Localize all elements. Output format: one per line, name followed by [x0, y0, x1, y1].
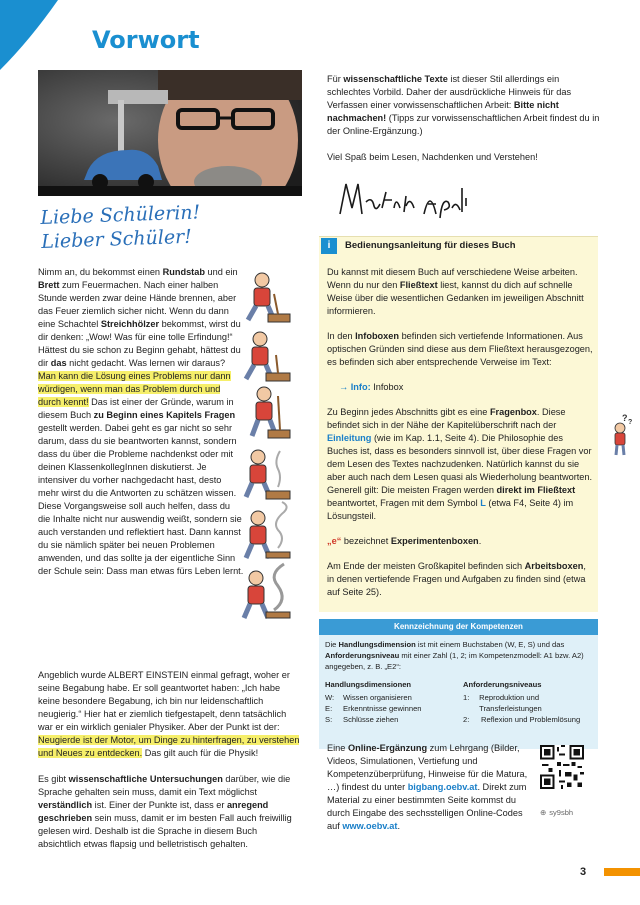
- page-number: 3: [580, 866, 587, 878]
- manual-body: [327, 266, 593, 611]
- info-icon: i: [321, 238, 337, 254]
- cartoon-frustrated-illustration: [238, 325, 294, 385]
- bigbang-link[interactable]: bigbang.oebv.at: [407, 782, 478, 792]
- list-item: W: Wissen organisieren: [325, 693, 412, 702]
- globe-icon: ⊕: [540, 808, 547, 817]
- intro-paragraph: Nimm an, du bekommst einen Rundstab und ein Brett zum Feuermachen. Nach einer halben Stunde werden zwar deine Hände brennen, aber das Feuer ziemlich sicher nicht. Wenn du dann eine Schachtel Streichhölzer bekommst, wirst du dir denken: „Wow! Was für eine tolle Erfindung!“ Hättest du sie schon zu Beginn gehabt, hättest du dir das nicht gedacht. Was lernen wir daraus? Man kann die Lösung eines Problems nur dann würdigen, wenn man das Problem durch und durch kennt! Das ist einer der Gründe, warum in diesem Buch zu Beginn eines Kapitels Fragen gestellt werden. Dabei geht es gar nicht so sehr darum, dass du sie beantworten kannst, sondern dass du über die Probleme nachdenkst oder mit deinen KlassenkollegInnen diskutierst. Je intensiver du vorher nachgedacht hast, desto mehr wirst du die Antworten zu schätzen wissen. Diese Vorgangsweise soll auch helfen, dass du die Inhalte nicht nur auswendig weißt, sondern sie auch verstanden und reflektiert hast. Dann kannst du sie nämlich später bei neuen Problemen anwenden, und das sollte ja der eigentliche Sinn der Schule sein: Dass man etwas fürs Leben lernt.: [38, 267, 244, 576]
- oebv-link[interactable]: www.oebv.at: [342, 821, 398, 831]
- competence-heading: Kennzeichnung der Kompetenzen: [319, 619, 598, 635]
- cartoon-fire-illustration: [238, 560, 294, 620]
- science-paragraph: Für wissenschaftliche Texte ist dieser Stil allerdings ein schlechtes Vorbild. Daher der ausdrückliche Hinweis für das Verfassen einer vorwissenschaftlichen Arbeit: Bitte nicht nachmachen! (Tipps zur vorwissenschaftlichen Arbeit findest du in der Online-Ergänzung.): [327, 74, 600, 136]
- qr-code[interactable]: [540, 745, 584, 789]
- einstein-paragraph: Angeblich wurde ALBERT EINSTEIN einmal gefragt, woher er seine Begabung habe. Er soll geantwortet haben: „Ich habe keine besondere Begabung, ich bin nur leidenschaftlich neugierig.“ Hier hat er ziemlich tiefgestapelt, denn tatsächlich war er ein wirklich genialer Physiker. Aber der Punkt ist der: Neugierde ist der Motor, um Dinge zu hinterfragen, zu verstehen und Neues zu entdecken. Das gilt auch für die Physik!: [38, 670, 300, 758]
- language-paragraph: Es gibt wissenschaftliche Untersuchungen darüber, wie die Sprache gehalten sein muss, damit ein Text möglichst verständlich ist. Einer der Punkte ist, dass er anregend geschrieben sein muss, damit er im besten Fall auch freiwillig gelesen wird. Deshalb ist die Sprache in diesem Buch absichtlich etwas flapsig und belletristisch gehalten.: [38, 774, 292, 849]
- manual-heading: Bedienungsanleitung für dieses Buch: [345, 240, 516, 251]
- competence-levels: Anforderungsniveaus 1: Reproduktion und Transferleistungen 2: Reflexion und Problemlösung: [463, 679, 591, 725]
- manual-header: [319, 236, 598, 254]
- greeting-line-2: Lieber Schüler!: [40, 225, 193, 253]
- manual-box: [319, 236, 598, 612]
- info-reference: → Info: Infobox: [339, 382, 404, 392]
- closing-paragraph: Viel Spaß beim Lesen, Nachdenken und Verstehen!: [327, 152, 538, 162]
- closing-text: [327, 73, 603, 177]
- greeting-line-1: Liebe Schülerin!: [40, 201, 201, 229]
- competence-box: [319, 619, 598, 749]
- page-marker: [604, 868, 640, 876]
- highlight-text: Man kann die Lösung eines Problems nur dann würdigen, wenn man das Problem durch und durch kennt!: [38, 371, 231, 407]
- page-title: Vorwort: [92, 26, 200, 54]
- competence-intro: Die Handlungsdimension ist mit einem Buchstaben (W, E, S) und das Anforderungsniveau mit einer Zahl (1, 2; im Kompetenzmodell: A1 bzw. A2) angegeben, z. B. „E2“:: [325, 640, 584, 671]
- svg-text:?: ?: [622, 413, 628, 423]
- cartoon-big-smoke-illustration: [238, 500, 294, 560]
- author-photo: [38, 70, 302, 196]
- manual-paragraph: „e“ bezeichnet Experimentenboxen.: [327, 536, 482, 546]
- highlight-text: Neugierde ist der Motor, um Dinge zu hinterfragen, zu verstehen und Neues zu entdecken.: [38, 735, 300, 758]
- list-item: E: Erkenntnisse gewinnen: [325, 704, 422, 713]
- manual-paragraph: In den Infoboxen befinden sich vertiefende Informationen. Aus optischen Gründen sind diese aus dem Fließtext herausgezogen, es befinden sich aber entsprechende Verweise im Text:: [327, 331, 593, 367]
- greeting: [40, 200, 201, 254]
- manual-paragraph: Du kannst mit diesem Buch auf verschiedene Weise arbeiten. Wenn du nur den Fließtext liest, kannst du dich auf schnelle Weise über die wesentlichen Gedanken im jeweiligen Abschnitt informieren.: [327, 267, 584, 316]
- einstein-text: [38, 669, 300, 864]
- author-signature: [336, 178, 476, 224]
- list-item: S: Schlüsse ziehen: [325, 715, 399, 724]
- intro-text: [38, 266, 244, 591]
- list-item: 1: Reproduktion und Transferleistungen: [463, 693, 542, 713]
- svg-text:?: ?: [628, 419, 633, 426]
- arrow-right-icon: →: [339, 382, 351, 392]
- cartoon-rubbing-stick-illustration: [238, 268, 294, 328]
- online-code: ⊕ sy9sbh: [540, 808, 574, 817]
- cartoon-drilling-illustration: [238, 382, 294, 442]
- competence-dimensions: Handlungsdimensionen W: Wissen organisieren E: Erkenntnisse gewinnen S: Schlüsse ziehen: [325, 679, 455, 725]
- thinking-figure-illustration: [606, 412, 636, 456]
- cartoon-smoke-illustration: [238, 441, 294, 501]
- online-info: Eine Online-Ergänzung zum Lehrgang (Bilder, Videos, Simulationen, Vertiefung und Kompetenzüberprüfung, Hinweise für die Matura, …) findest du unter bigbang.oebv.at. Direkt zum Material zu einer bestimmten Seite kommst du durch Eingabe des sechsstelligen Online-Codes auf www.oebv.at.: [327, 743, 528, 831]
- list-item: 2: Reflexion und Problemlösung: [463, 715, 581, 724]
- manual-paragraph: Zu Beginn jedes Abschnitts gibt es eine Fragenbox. Diese befindet sich in der Nähe der Kapitelüberschrift nach der Einleitung (wie im Kap. 1.1, Seite 4). Die Philosophie des Buches ist, dass es besonders sinnvoll ist, über diese Fragen vor dem Lesen des Textes nachzudenken. Natürlich kannst du sie aber auch nach dem Lesen quasi als Wiederholung beantworten. Generell gilt: Die meisten Fragen werden direkt im Fließtext beantwortet, Fragen mit dem Symbol L (etwa F4, Seite 4) im Lösungsteil.: [327, 407, 593, 521]
- manual-paragraph: Am Ende der meisten Großkapitel befinden sich Arbeitsboxen, in denen vertiefende Fragen und Aufgaben zu finden sind (etwa auf Seite 25).: [327, 561, 586, 597]
